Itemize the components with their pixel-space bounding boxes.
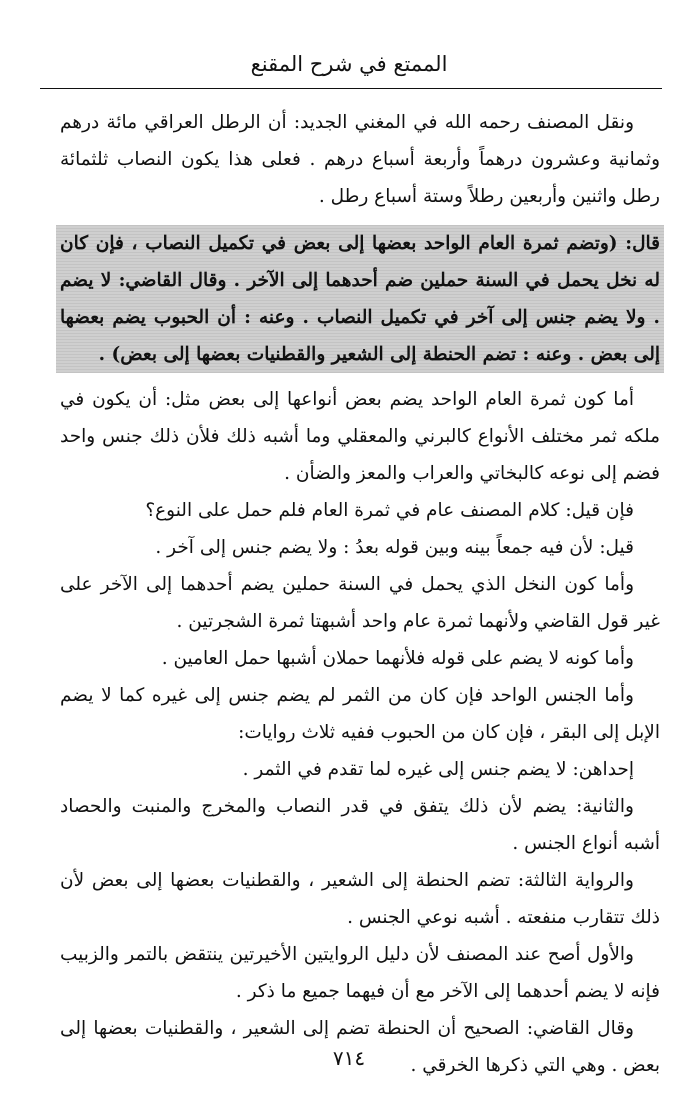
paragraph-qadi-correct: وقال القاضي: الصحيح أن الحنطة تضم إلى الشعير ، والقطنيات بعضها إلى بعض . وهي التي ذكرها الخرقي . — [60, 1018, 660, 1076]
page-body — [60, 104, 660, 1084]
paragraph-one-genus: وأما الجنس الواحد فإن كان من الثمر لم يضم جنس إلى غيره كما لا يضم الإبل إلى البقر ، فإن كان من الحبوب ففيه ثلاث روايات: — [60, 685, 660, 743]
paragraph-same-year-fruit: أما كون ثمرة العام الواحد يضم بعض أنواعها إلى بعض مثل: أن يكون في ملكه ثمر مختلف الأنواع كالبرني والمعقلي وما أشبه ذلك فلأن ذلك جنس واحد فضم إلى نوعه كالبخاتي والعراب والمعز والضأن . — [60, 389, 660, 484]
header-rule — [40, 88, 662, 89]
paragraph-intro: ونقل المصنف رحمه الله في المغني الجديد: أن الرطل العراقي مائة درهم وثمانية وعشرون درهماً وأربعة أسباع درهم . فعلى هذا يكون النصاب ثلثمائة رطل واثنين وأربعين رطلاً وستة أسباع رطل . — [60, 112, 660, 207]
quoted-matn-block: قال: (وتضم ثمرة العام الواحد بعضها إلى بعض في تكميل النصاب ، فإن كان له نخل يحمل في السنة حملين ضم أحدهما إلى الآخر . وقال القاضي: لا يضم . ولا يضم جنس إلى آخر في تكميل النصاب . وعنه : أن الحبوب يضم بعضها إلى بعض . وعنه : تضم الحنطة إلى الشعير والقطنيات بعضها إلى بعض) . — [56, 225, 664, 373]
paragraph-narration-two: والثانية: يضم لأن ذلك يتفق في قدر النصاب والمخرج والمنبت والحصاد أشبه أنواع الجنس . — [60, 796, 660, 854]
paragraph-narration-one: إحداهن: لا يضم جنس إلى غيره لما تقدم في الثمر . — [242, 759, 634, 780]
page-number: ٧١٤ — [332, 1046, 366, 1070]
paragraph-question: فإن قيل: كلام المصنف عام في ثمرة العام فلم حمل على النوع؟ — [145, 500, 634, 521]
paragraph-preferred-view: والأول أصح عند المصنف لأن دليل الروايتين الأخيرتين ينتقض بالتمر والزبيب فإنه لا يضم أحدهما إلى الآخر مع أن فيهما جميع ما ذكر . — [60, 944, 660, 1002]
running-header-title: الممتع في شرح المقنع — [250, 52, 448, 76]
paragraph-qadi-view: وأما كونه لا يضم على قوله فلأنهما حملان أشبها حمل العامين . — [161, 648, 634, 669]
paragraph-answer: قيل: لأن فيه جمعاً بينه وبين قوله بعدُ : ولا يضم جنس إلى آخر . — [155, 537, 634, 558]
paragraph-narration-three: والرواية الثالثة: تضم الحنطة إلى الشعير ، والقطنيات بعضها إلى بعض لأن ذلك تتقارب منفعته . أشبه نوعي الجنس . — [60, 870, 660, 928]
paragraph-palm-two-yields: وأما كون النخل الذي يحمل في السنة حملين يضم أحدهما إلى الآخر على غير قول القاضي ولأنهما ثمرة عام واحد أشبهتا ثمرة الشجرتين . — [60, 574, 660, 632]
